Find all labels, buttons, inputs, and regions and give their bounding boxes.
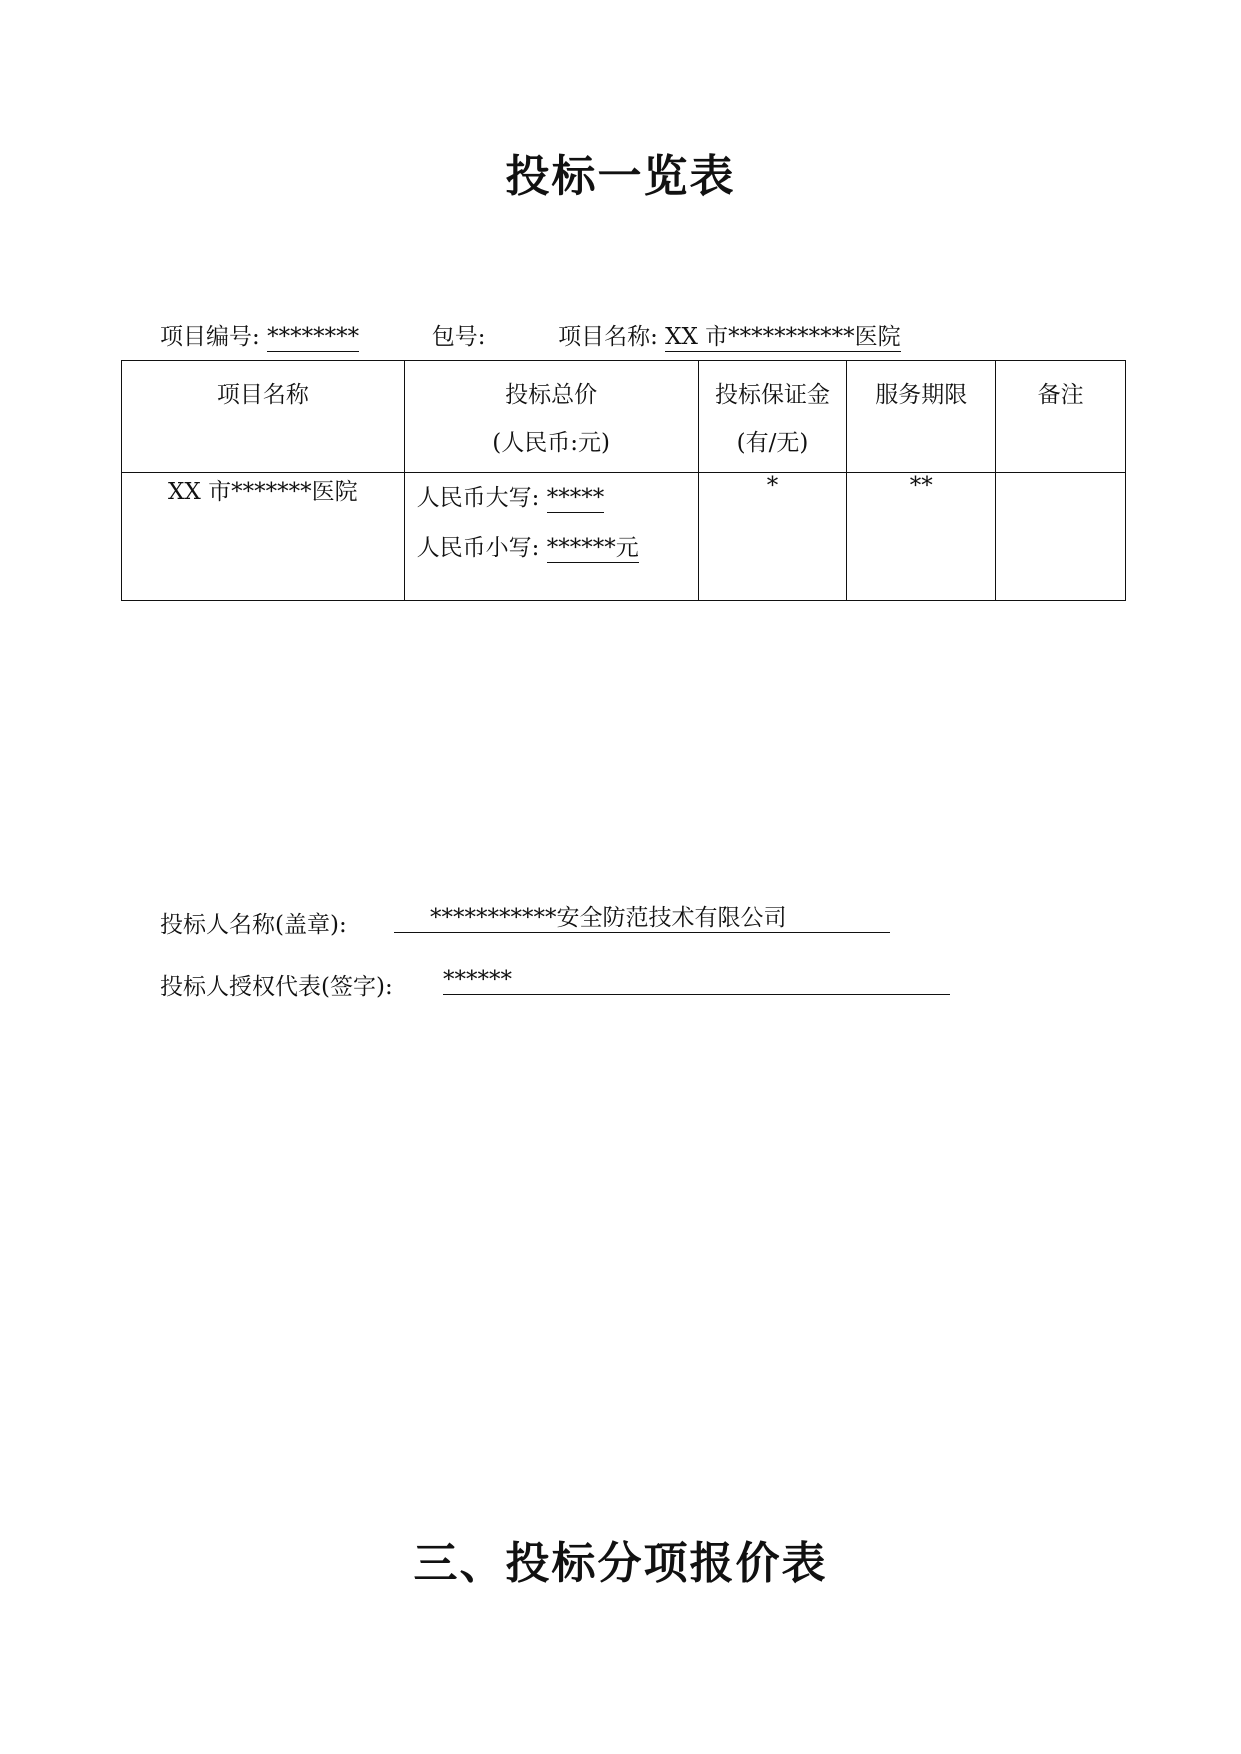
header-deposit: 投标保证金 (有/无)	[698, 361, 847, 473]
project-no-value: ********	[267, 324, 359, 352]
table-row	[122, 473, 1126, 601]
cell-remarks	[996, 473, 1126, 601]
cell-deposit: *	[698, 473, 847, 601]
bidder-name-field	[394, 904, 890, 933]
price-lower-value: ******元	[546, 535, 639, 561]
cell-total-price	[404, 473, 698, 601]
header-remarks: 备注	[996, 361, 1126, 473]
authorized-rep-label: 投标人授权代表(签字):	[160, 974, 393, 1000]
project-name-label: 项目名称:	[558, 324, 658, 350]
bidder-name-label: 投标人名称(盖章):	[160, 912, 347, 938]
section-title: 三、投标分项报价表	[413, 1538, 828, 1589]
table-header-row	[122, 361, 1126, 473]
project-name-value: XX 市***********医院	[665, 324, 901, 352]
header-service-period: 服务期限	[847, 361, 996, 473]
price-upper-line	[417, 473, 698, 523]
authorized-rep-value: ******	[443, 967, 512, 993]
price-upper-value: *****	[546, 485, 605, 511]
package-label: 包号:	[431, 324, 486, 350]
header-project-name: 项目名称	[122, 361, 405, 473]
project-no-label: 项目编号:	[160, 324, 260, 350]
price-lower-label: 人民币小写:	[416, 535, 540, 561]
bidder-name-value: ***********安全防范技术有限公司	[430, 905, 787, 931]
cell-project-name: XX 市*******医院	[122, 473, 405, 601]
cell-service-period: **	[847, 473, 996, 601]
price-lower-line	[417, 523, 698, 573]
price-upper-label: 人民币大写:	[416, 485, 540, 511]
bid-summary-table	[121, 360, 1126, 601]
page-title: 投标一览表	[505, 151, 736, 202]
project-meta-row	[160, 318, 901, 352]
header-total-price: 投标总价 (人民币:元)	[404, 361, 698, 473]
authorized-rep-field	[443, 966, 950, 995]
